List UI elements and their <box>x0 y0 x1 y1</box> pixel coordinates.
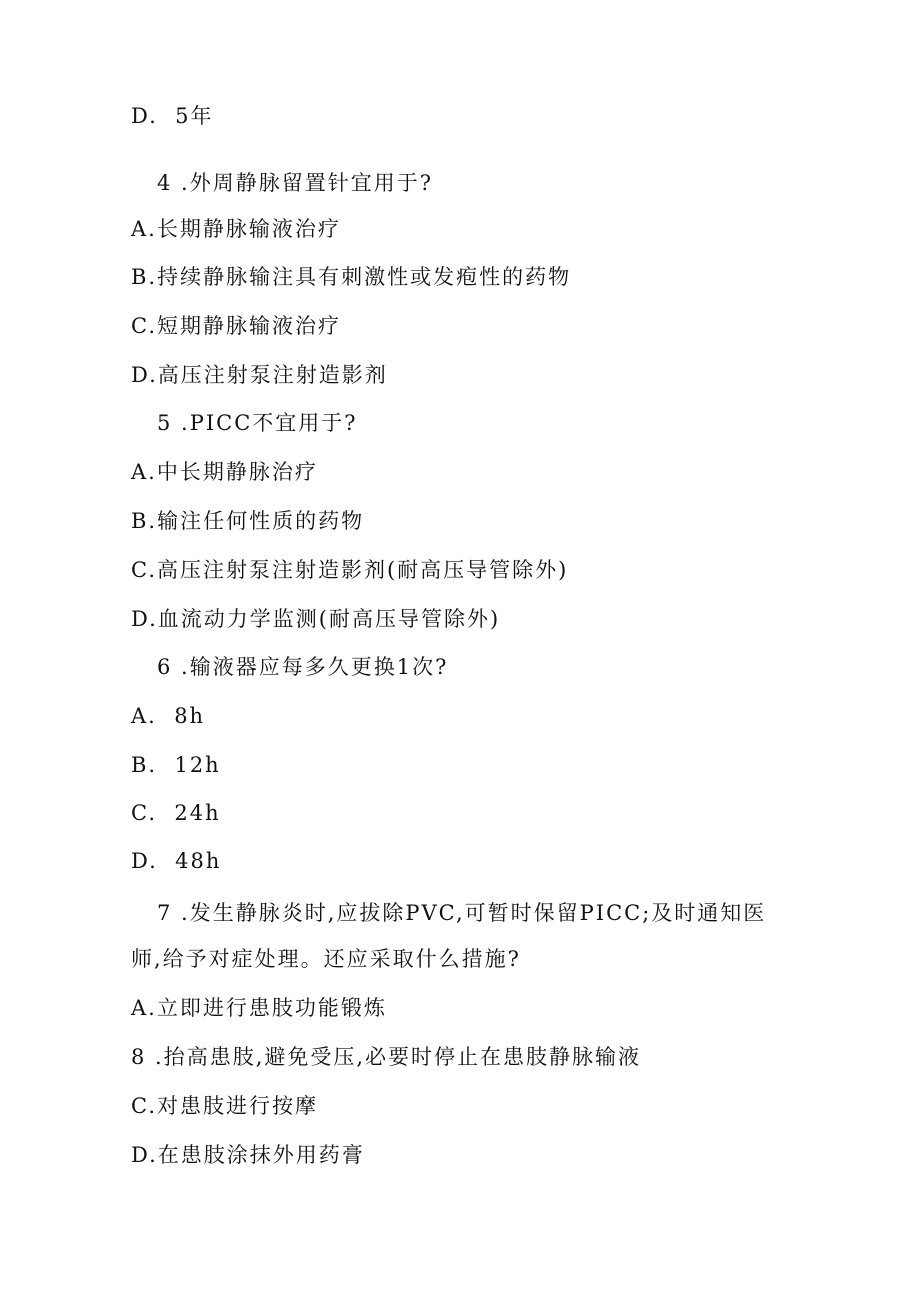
option-a-q5: A.中长期静脉治疗 <box>131 460 318 484</box>
question-6: 6 .输液器应每多久更换1次? <box>157 655 449 679</box>
question-7-line-1: 7 .发生静脉炎时,应拔除PVC,可暂时保留PICC;及时通知医 <box>157 901 767 925</box>
question-7-line-2: 师,给予对症处理。还应采取什么措施? <box>131 947 521 971</box>
option-b-q7: 8 .抬高患肢,避免受压,必要时停止在患肢静脉输液 <box>131 1045 642 1069</box>
option-c-q5: C.高压注射泵注射造影剂(耐高压导管除外) <box>131 558 569 582</box>
option-c-q6: C. 24h <box>131 801 221 825</box>
option-d-q7: D.在患肢涂抹外用药膏 <box>131 1143 365 1167</box>
option-a-q7: A.立即进行患肢功能锻炼 <box>131 996 387 1020</box>
option-d-q6: D. 48h <box>131 849 222 873</box>
option-d-q3: D. 5年 <box>131 104 214 128</box>
option-c-q7: C.对患肢进行按摩 <box>131 1094 318 1118</box>
option-b-q6: B. 12h <box>131 753 221 777</box>
option-a-q4: A.长期静脉输液治疗 <box>131 217 341 241</box>
question-4: 4 .外周静脉留置针宜用于? <box>157 171 433 195</box>
question-5: 5 .PICC不宜用于? <box>157 411 358 435</box>
option-b-q4: B.持续静脉输注具有刺激性或发疱性的药物 <box>131 265 572 289</box>
option-a-q6: A. 8h <box>131 704 206 728</box>
option-d-q4: D.高压注射泵注射造影剂 <box>131 363 388 387</box>
option-c-q4: C.短期静脉输液治疗 <box>131 314 341 338</box>
option-d-q5: D.血流动力学监测(耐高压导管除外) <box>131 607 501 631</box>
option-b-q5: B.输注任何性质的药物 <box>131 509 365 533</box>
